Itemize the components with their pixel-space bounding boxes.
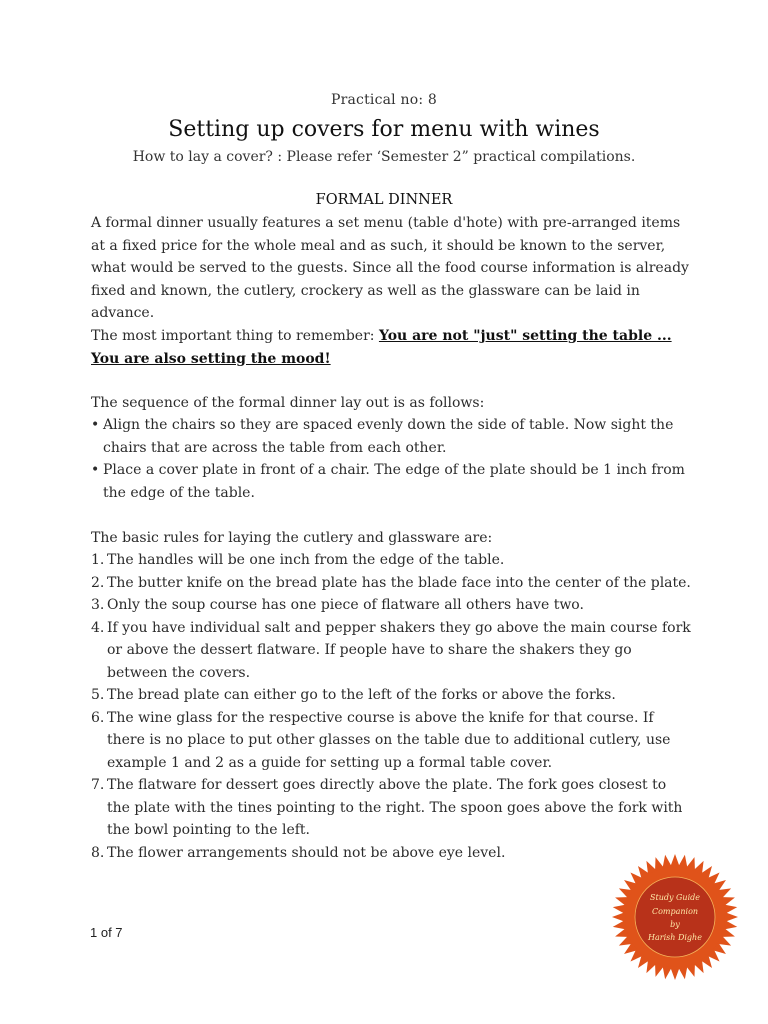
list-item — [91, 774, 691, 842]
subtitle: How to lay a cover? : Please refer ‘Semester 2” practical compilations. — [132, 149, 636, 165]
sequence-intro: The sequence of the formal dinner lay out is as follows: — [91, 395, 485, 411]
rules-list — [91, 549, 691, 864]
rule-number: 4. — [91, 619, 105, 636]
rule-text: The wine glass for the respective course is above the knife for that course. If there is no place to put other glasses on the table due to additional cutlery, use example 1 and 2 as a guide for setting up a formal table cover. — [107, 709, 671, 771]
seal-inner-disc — [635, 877, 715, 957]
list-item — [91, 459, 691, 504]
page-title: Setting up covers for menu with wines — [168, 117, 600, 142]
important-emphasis: You are not "just" setting the table ... You are also setting the mood! — [91, 328, 672, 367]
bullet-icon: • — [91, 417, 100, 433]
important-prefix: The most important thing to remember: — [91, 328, 379, 344]
rule-text: The butter knife on the bread plate has the blade face into the center of the plate. — [107, 574, 691, 591]
rule-number: 5. — [91, 687, 105, 703]
rule-number: 2. — [91, 574, 105, 591]
list-item — [91, 842, 691, 865]
rule-number: 7. — [91, 777, 105, 793]
seal-line: Study Guide — [650, 893, 700, 902]
seal-line: Companion — [651, 907, 699, 916]
rule-number: 8. — [91, 844, 105, 861]
rule-text: The flatware for dessert goes directly above the plate. The fork goes closest to the plate with the tines pointing to the right. The spoon goes above the fork with the bowl pointing to the left. — [107, 777, 683, 838]
list-item — [91, 707, 691, 775]
rule-text: If you have individual salt and pepper shakers they go above the main course fork or above the dessert flatware. If people have to share the shakers they go between the covers. — [107, 619, 691, 681]
seal-line: by — [670, 920, 680, 929]
list-item-text: Align the chairs so they are spaced evenly down the side of table. Now sight the chairs that are across the table from each other. — [103, 417, 674, 456]
sequence-list — [91, 414, 691, 504]
intro-paragraph: A formal dinner usually features a set menu (table d'hote) with pre-arranged items at a fixed price for the whole meal and as such, it should be known to the server, what would be served to the guests. Since all the food course information is already fixed and known, the cutlery, crockery as well as the glassware can be laid in advance. — [91, 215, 689, 321]
list-item — [91, 617, 691, 685]
section-heading: FORMAL DINNER — [315, 192, 453, 208]
rules-intro: The basic rules for laying the cutlery and glassware are: — [91, 530, 493, 546]
study-guide-seal-icon — [610, 852, 740, 982]
list-item-text: Place a cover plate in front of a chair. The edge of the plate should be 1 inch from the edge of the table. — [103, 462, 685, 501]
list-item — [91, 572, 691, 595]
list-item — [91, 684, 691, 707]
rule-number: 6. — [91, 709, 105, 726]
rule-number: 3. — [91, 597, 105, 613]
list-item — [91, 414, 691, 459]
list-item — [91, 549, 691, 572]
rule-text: The flower arrangements should not be above eye level. — [107, 844, 506, 861]
list-item — [91, 594, 691, 617]
practical-number: Practical no: 8 — [330, 92, 438, 108]
rule-text: Only the soup course has one piece of flatware all others have two. — [107, 597, 584, 613]
rule-text: The handles will be one inch from the edge of the table. — [107, 552, 505, 568]
rule-text: The bread plate can either go to the left of the forks or above the forks. — [107, 687, 616, 703]
bullet-icon: • — [91, 462, 100, 478]
rule-number: 1. — [91, 552, 105, 568]
page-number: 1 of 7 — [90, 925, 123, 940]
seal-line: Harish Dighe — [648, 933, 702, 942]
important-paragraph — [91, 325, 691, 370]
